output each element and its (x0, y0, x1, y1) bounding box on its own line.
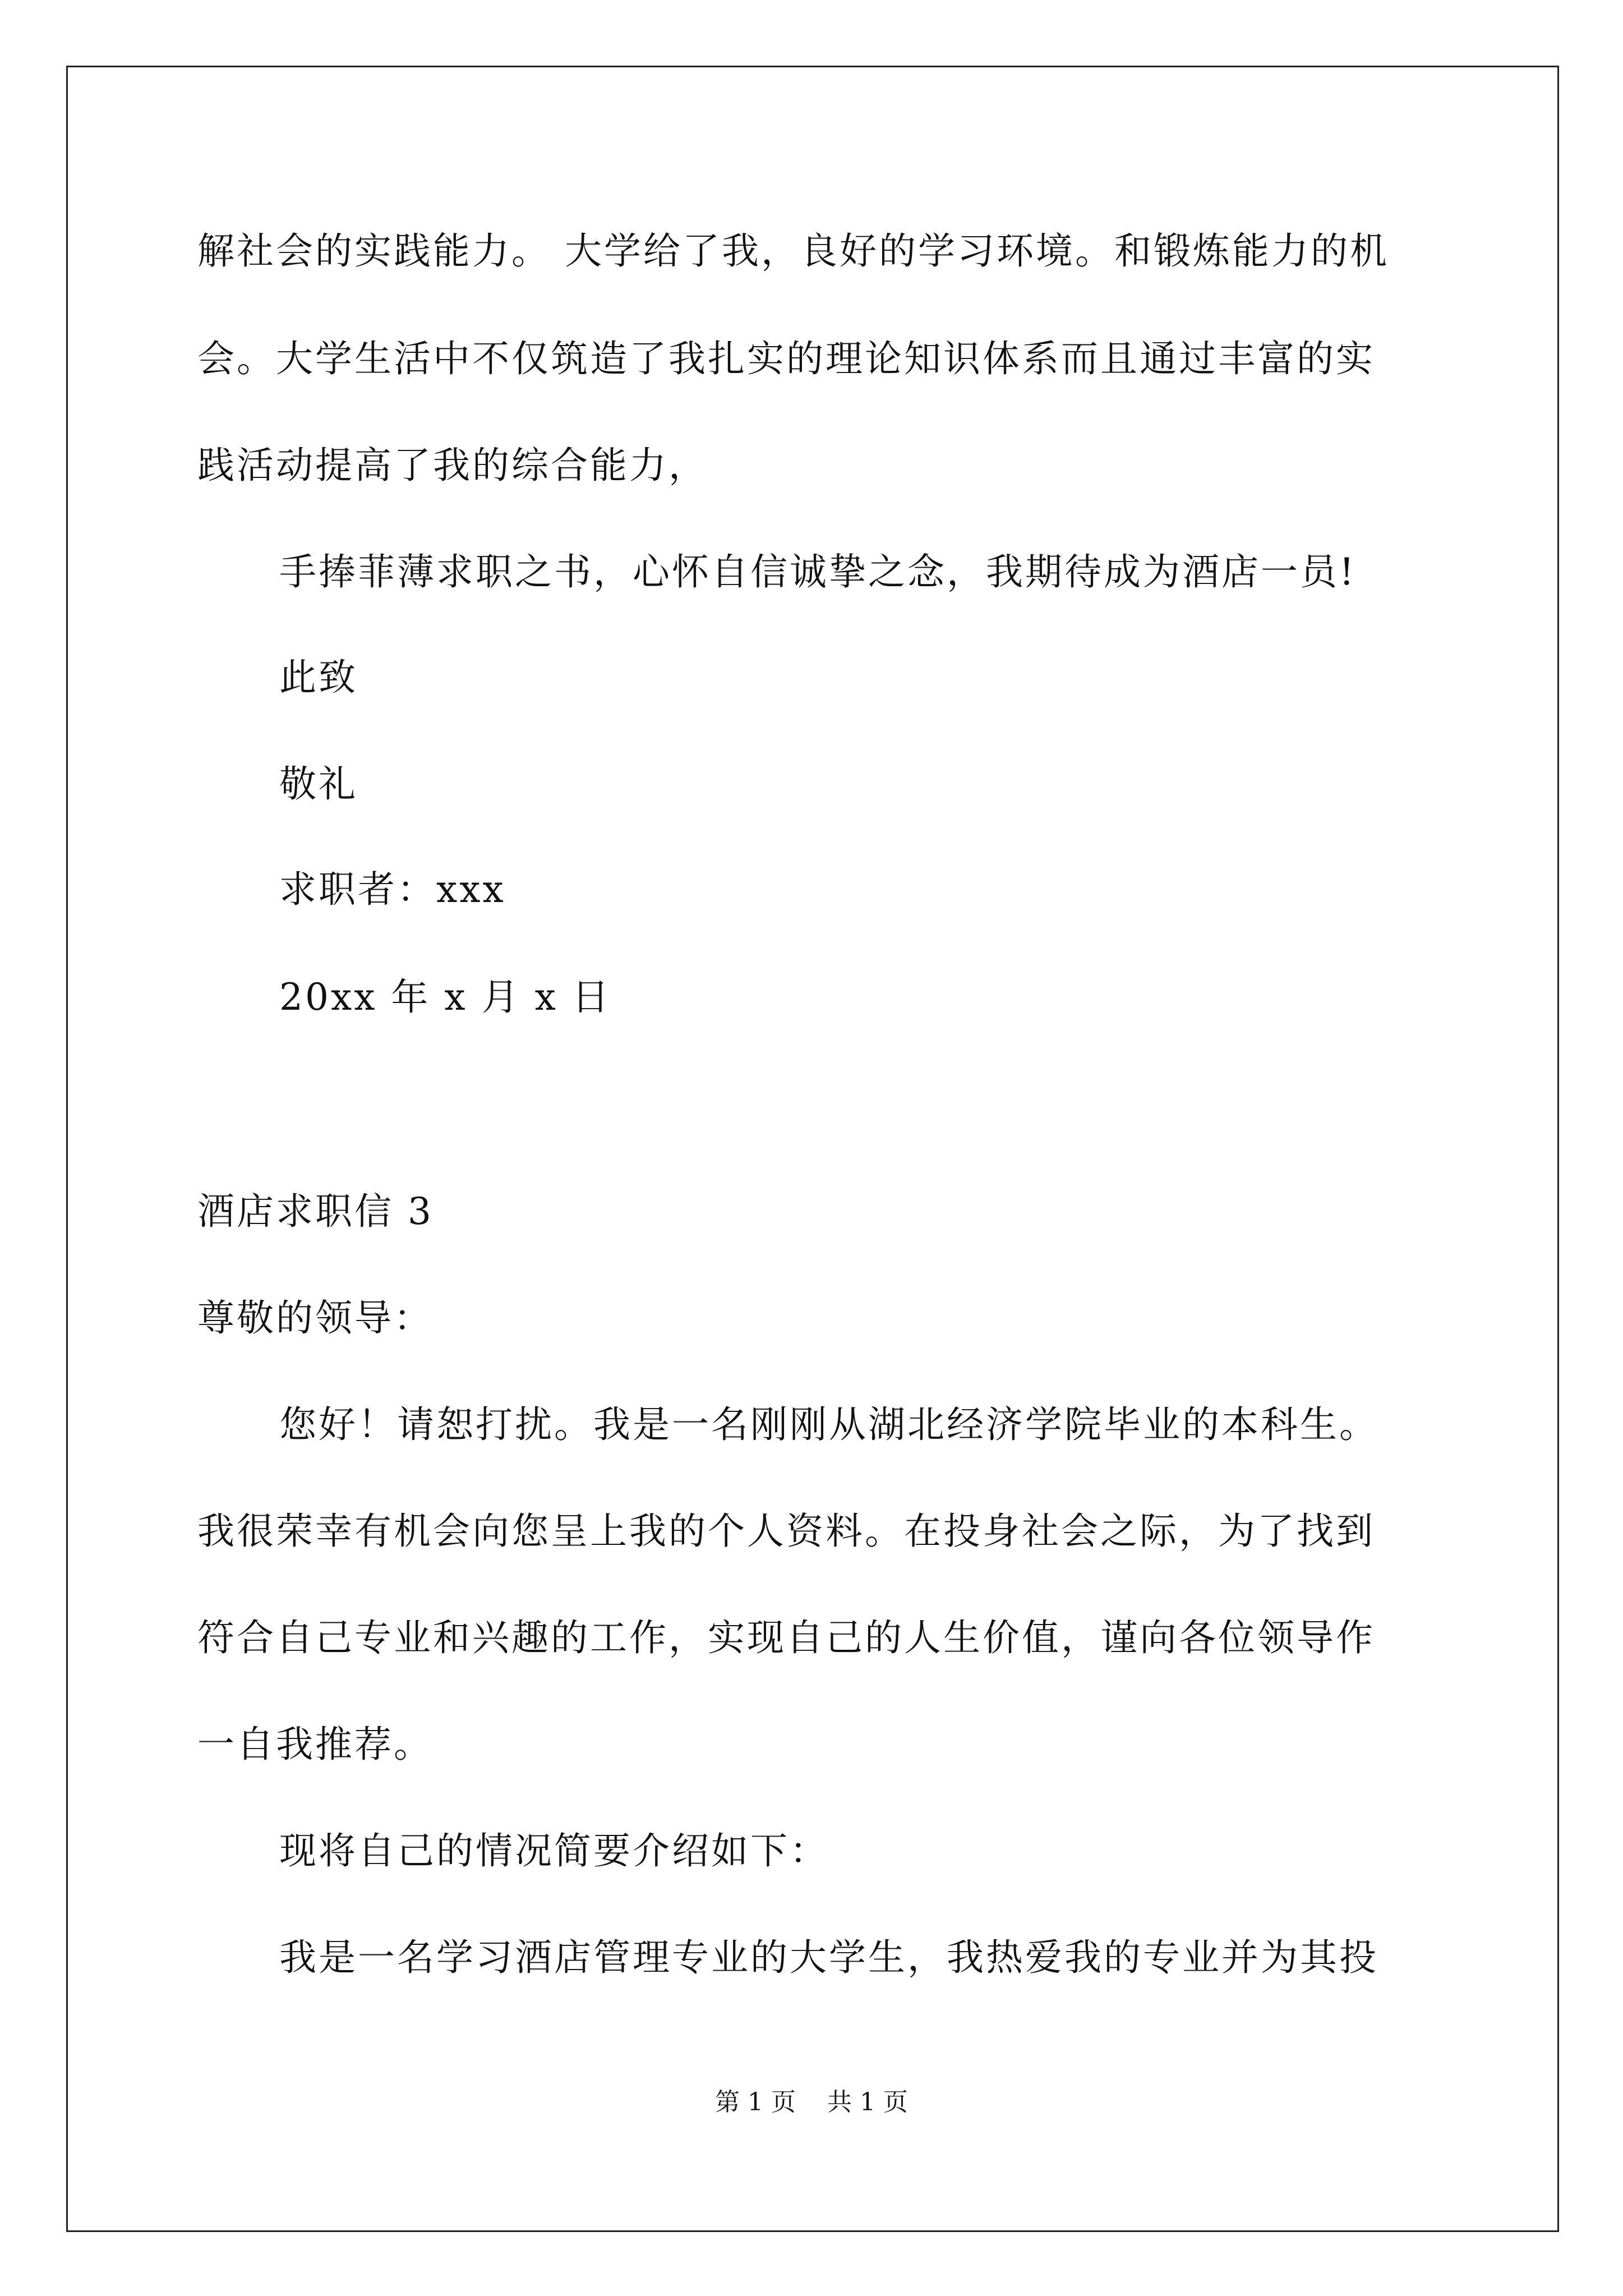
body-line-2: 会。大学生活中不仅筑造了我扎实的理论知识体系而且通过丰富的实 (197, 337, 1375, 380)
greeting: 尊敬的领导： (197, 1296, 433, 1340)
letter-date: 20xx 年 x 月 x 日 (279, 976, 611, 1019)
body-line-1: 解社会的实践能力。 大学给了我，良好的学习环境。和锻炼能力的机 (197, 229, 1389, 273)
section-heading: 酒店求职信 3 (197, 1190, 434, 1233)
body-line-9: 我是一名学习酒店管理专业的大学生，我热爱我的专业并为其投 (279, 1936, 1378, 1979)
body-line-7: 一自我推荐。 (197, 1723, 433, 1766)
page-footer: 第 1 页 共 1 页 (715, 2088, 908, 2116)
page-border (66, 66, 1559, 2232)
body-line-8: 现将自己的情况简要介绍如下： (279, 1829, 829, 1872)
body-line-4: 您好！请恕打扰。我是一名刚刚从湖北经济学院毕业的本科生。 (279, 1403, 1378, 1446)
body-line-5: 我很荣幸有机会向您呈上我的个人资料。在投身社会之际，为了找到 (197, 1510, 1375, 1553)
applicant-signature: 求职者：xxx (279, 868, 506, 911)
body-line-6: 符合自己专业和兴趣的工作，实现自己的人生价值，谨向各位领导作 (197, 1616, 1375, 1659)
salutation-jingli: 敬礼 (279, 762, 358, 806)
closing-paragraph: 手捧菲薄求职之书，心怀自信诚挚之念，我期待成为酒店一员! (279, 550, 1357, 593)
salutation-cizhi: 此致 (279, 656, 358, 699)
body-line-3: 践活动提高了我的综合能力， (197, 444, 708, 487)
